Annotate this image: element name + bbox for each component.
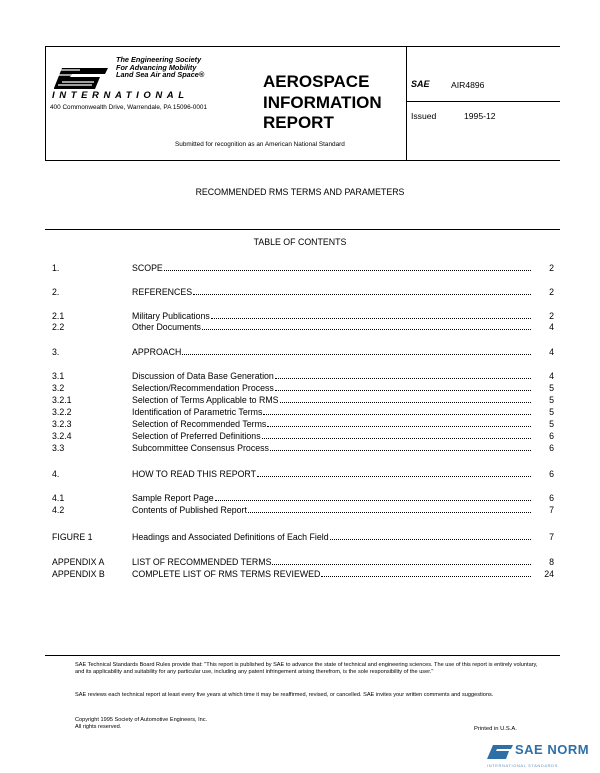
toc-entry[interactable] (0, 371, 600, 382)
printed-in-usa: Printed in U.S.A. (474, 726, 517, 732)
toc-page: 2 (549, 287, 554, 297)
toc-text: HOW TO READ THIS REPORT (132, 469, 256, 479)
toc-text: REFERENCES (132, 287, 193, 297)
toc-leader (202, 322, 531, 330)
toc-entry[interactable] (0, 347, 600, 358)
header-top-rule (45, 46, 560, 47)
toc-leader (215, 493, 531, 501)
toc-leader (257, 469, 531, 477)
toc-number: 2.2 (52, 322, 65, 332)
toc-entry[interactable] (0, 557, 600, 568)
toc-entry[interactable] (0, 469, 600, 480)
toc-heading: TABLE OF CONTENTS (253, 237, 347, 247)
toc-leader (164, 263, 531, 271)
title-bottom-rule (45, 229, 560, 230)
toc-entry[interactable] (0, 263, 600, 274)
toc-text: Subcommittee Consensus Process (132, 443, 269, 453)
society-address: 400 Commonwealth Drive, Warrendale, PA 15096-0001 (50, 104, 208, 111)
toc-entry[interactable] (0, 311, 600, 322)
toc-page: 5 (549, 419, 554, 429)
toc-leader (211, 311, 531, 319)
footer-top-rule (45, 655, 560, 656)
toc-number: 3. (52, 347, 60, 357)
header-left-rule (45, 46, 46, 161)
toc-entry[interactable] (0, 322, 600, 333)
toc-number: 1. (52, 263, 60, 273)
toc-page: 4 (549, 322, 554, 332)
toc-number: 3.2.1 (52, 395, 72, 405)
document-number: AIR4896 (451, 80, 485, 90)
toc-page: 6 (549, 443, 554, 453)
header-divider-rule (406, 46, 407, 161)
toc-entry[interactable] (0, 287, 600, 298)
toc-leader (262, 431, 531, 439)
toc-page: 7 (549, 505, 554, 515)
toc-leader (182, 347, 531, 355)
toc-number: 4.1 (52, 493, 65, 503)
toc-number: 3.3 (52, 443, 65, 453)
toc-page: 2 (549, 311, 554, 321)
toc-page: 5 (549, 383, 554, 393)
toc-page: 5 (549, 395, 554, 405)
toc-page: 6 (549, 493, 554, 503)
toc-entry[interactable] (0, 431, 600, 442)
toc-page: 24 (544, 569, 554, 579)
copyright-note: Copyright 1995 Society of Automotive Engineers, Inc. (75, 717, 208, 723)
header-bottom-rule (45, 160, 560, 161)
toc-number: 3.2.3 (52, 419, 72, 429)
toc-leader (272, 557, 531, 565)
toc-leader (267, 419, 531, 427)
rights-note: All rights reserved. (75, 724, 122, 730)
document-title: RECOMMENDED RMS TERMS AND PARAMETERS (195, 187, 405, 197)
toc-page: 4 (549, 347, 554, 357)
toc-entry[interactable] (0, 383, 600, 394)
toc-leader (270, 443, 531, 451)
toc-leader (321, 569, 531, 577)
toc-entry[interactable] (0, 395, 600, 406)
review-note: SAE reviews each technical report at least every five years at which time it may be reaffirmed, revised, or cancelled. SAE invites your written comments and suggestions. (75, 692, 494, 698)
toc-text: Selection of Recommended Terms (132, 419, 267, 429)
society-line: For Advancing Mobility (116, 62, 197, 72)
toc-text: Headings and Associated Definitions of Each Field (132, 532, 329, 542)
sae-norm-watermark: SAE NORM (515, 742, 590, 757)
sae-norm-watermark-sub: INTERNATIONAL STANDARDS (487, 763, 558, 768)
toc-entry[interactable] (0, 443, 600, 454)
header-mid-rule (406, 101, 560, 102)
toc-number: FIGURE 1 (52, 532, 93, 542)
board-rules-note: SAE Technical Standards Board Rules provide that: "This report is published by SAE to advance the state of technical and engineering sciences. The use of this report is entirely voluntary, and its applicability and suitability for any particular use, including any patent infringement arising therefrom, is the sole responsibility of the user." (75, 662, 538, 675)
toc-text: Military Publications (132, 311, 210, 321)
toc-page: 5 (549, 407, 554, 417)
doctype-line: INFORMATION (263, 92, 382, 112)
toc-page: 4 (549, 371, 554, 381)
toc-number: 3.1 (52, 371, 65, 381)
toc-number: 4. (52, 469, 60, 479)
toc-number: 3.2.2 (52, 407, 72, 417)
toc-text: Discussion of Data Base Generation (132, 371, 274, 381)
issued-label: Issued (411, 111, 437, 121)
toc-number: 4.2 (52, 505, 65, 515)
toc-number: 3.2.4 (52, 431, 72, 441)
toc-text: Sample Report Page (132, 493, 214, 503)
international-wordmark: INTERNATIONAL (52, 90, 189, 101)
toc-text: Contents of Published Report (132, 505, 247, 515)
society-line: Land Sea Air and Space® (116, 70, 205, 80)
toc-page: 7 (549, 532, 554, 542)
toc-leader (330, 532, 531, 540)
doctype-line: AEROSPACE (263, 72, 370, 91)
toc-leader (280, 395, 531, 403)
toc-text: Other Documents (132, 322, 201, 332)
toc-page: 6 (549, 431, 554, 441)
toc-entry[interactable] (0, 505, 600, 516)
toc-entry[interactable] (0, 532, 600, 543)
toc-page: 8 (549, 557, 554, 567)
toc-entry[interactable] (0, 569, 600, 580)
sae-mark: SAE (411, 79, 430, 89)
toc-number: 2.1 (52, 311, 65, 321)
toc-text: SCOPE (132, 263, 163, 273)
toc-entry[interactable] (0, 407, 600, 418)
toc-leader (275, 371, 531, 379)
toc-number: 3.2 (52, 383, 65, 393)
toc-page: 6 (549, 469, 554, 479)
toc-leader (193, 287, 531, 295)
toc-page: 2 (549, 263, 554, 273)
toc-entry[interactable] (0, 419, 600, 430)
toc-text: LIST OF RECOMMENDED TERMS (132, 557, 272, 567)
society-line: The Engineering Society (116, 55, 202, 64)
toc-leader (248, 505, 531, 513)
toc-leader (275, 383, 531, 391)
doctype-line: REPORT (263, 113, 334, 132)
toc-text: Identification of Parametric Terms (132, 407, 263, 417)
ansi-submission-note: Submitted for recognition as an American National Standard (175, 141, 345, 148)
toc-text: COMPLETE LIST OF RMS TERMS REVIEWED (132, 569, 321, 579)
issued-date: 1995-12 (464, 111, 496, 121)
toc-text: APPROACH (132, 347, 182, 357)
toc-number: APPENDIX A (52, 557, 105, 567)
toc-leader (263, 407, 531, 415)
toc-text: Selection of Preferred Definitions (132, 431, 261, 441)
toc-text: Selection of Terms Applicable to RMS (132, 395, 279, 405)
toc-text: Selection/Recommendation Process (132, 383, 274, 393)
toc-entry[interactable] (0, 493, 600, 504)
society-tagline (116, 56, 204, 79)
toc-number: APPENDIX B (52, 569, 105, 579)
document-type (263, 72, 382, 134)
toc-number: 2. (52, 287, 60, 297)
